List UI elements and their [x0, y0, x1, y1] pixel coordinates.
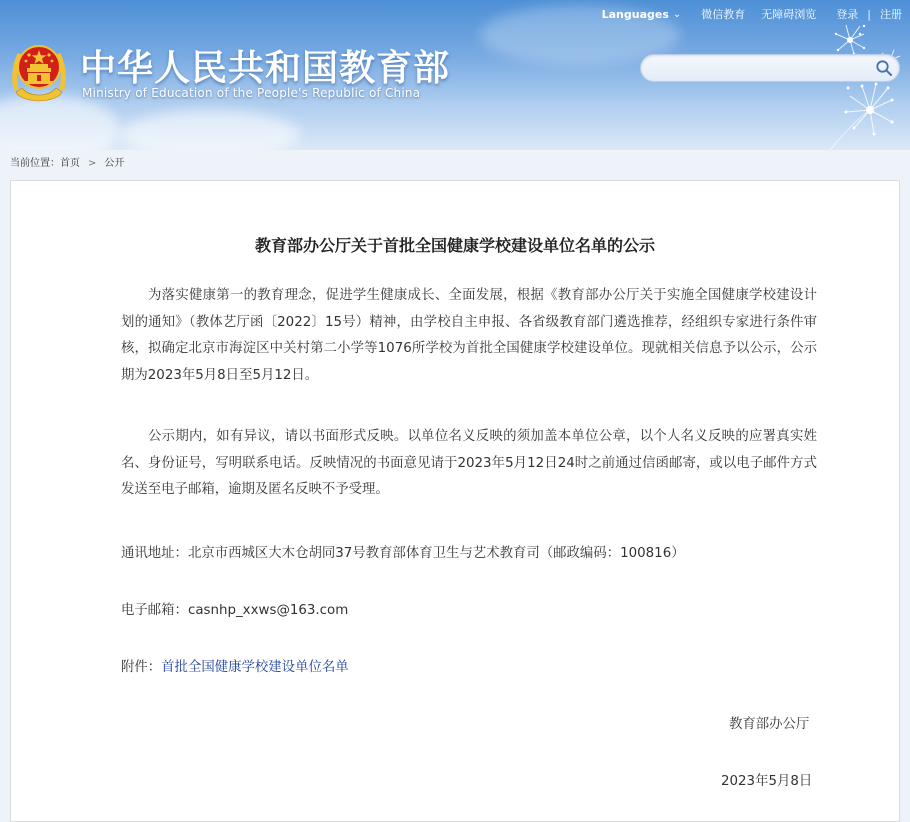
search-icon[interactable]	[875, 59, 893, 77]
site-header	[0, 0, 910, 150]
register-link[interactable]: 注册	[880, 8, 902, 21]
article-title: 教育部办公厅关于首批全国健康学校建设单位名单的公示	[254, 236, 655, 255]
login-link[interactable]: 登录	[836, 8, 859, 21]
site-title[interactable]: 中华人民共和国教育部	[80, 48, 451, 89]
national-emblem-icon[interactable]	[10, 40, 68, 102]
breadcrumb-prefix: 当前位置：	[10, 158, 60, 169]
breadcrumb-current-link[interactable]: 公开	[104, 158, 125, 169]
breadcrumb-home-link[interactable]: 首页	[60, 158, 80, 169]
attachment-link[interactable]: 首批全国健康学校建设单位名单	[161, 660, 349, 675]
signature: 教育部办公厅	[729, 717, 810, 732]
contact-address: 通讯地址：北京市西城区大木仓胡同37号教育部体育卫生与艺术教育司（邮政编码：100816）	[121, 546, 685, 561]
article-paragraph-1: 为落实健康第一的教育理念，促进学生健康成长、全面发展，根据《教育部办公厅关于实施全国健康学校建设计划的通知》（教体艺厅函〔2022〕15号）精神，由学校自主申报、各省级教育部门遴选推荐，经组织专家进行条件审核，拟确定北京市海淀区中关村第二小学等1076所学校为首批全国健康学校建设单位。现就相关信息予以公示，公示期为2023年5月8日至5月12日。	[121, 288, 817, 383]
search-box	[640, 54, 900, 82]
breadcrumb	[10, 154, 124, 169]
article-card	[10, 180, 900, 822]
attachment-label: 附件：	[121, 660, 162, 675]
site-subtitle: Ministry of Education of the People's Republic of China	[82, 86, 421, 100]
attachment-row	[121, 656, 349, 675]
search-input[interactable]	[653, 58, 867, 80]
topbar-divider: |	[867, 7, 871, 21]
top-utility-bar	[602, 6, 902, 22]
publish-date: 2023年5月8日	[721, 774, 813, 789]
chevron-right-icon: >	[88, 158, 97, 169]
accessibility-link[interactable]: 无障碍浏览	[761, 8, 817, 21]
article-paragraph-2: 公示期内，如有异议，请以书面形式反映。以单位名义反映的须加盖本单位公章，以个人名义反映的应署真实姓名、身份证号，写明联系电话。反映情况的书面意见请于2023年5月12日24时之前通过信函邮寄，或以电子邮件方式发送至电子邮箱，逾期及匿名反映不予受理。	[121, 429, 817, 497]
cloud-decoration	[120, 110, 300, 150]
contact-email: 电子邮箱：casnhp_xxws@163.com	[121, 603, 349, 618]
chevron-down-icon[interactable]: ⌄	[672, 8, 682, 20]
wechat-link[interactable]: 微信教育	[701, 8, 746, 21]
languages-menu[interactable]: Languages	[601, 7, 669, 21]
cloud-decoration	[0, 95, 120, 150]
